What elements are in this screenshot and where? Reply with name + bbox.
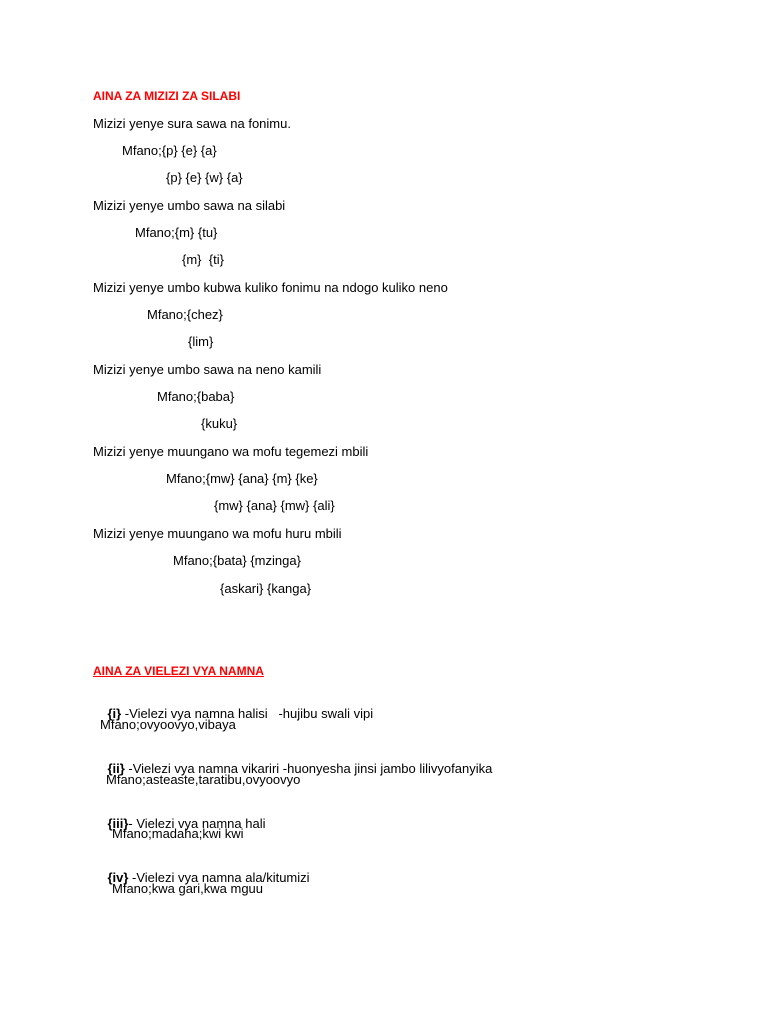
text-line: Mizizi yenye muungano wa mofu huru mbili (93, 526, 342, 541)
example-line: {m} {ti} (182, 252, 224, 267)
example-line: {mw} {ana} {mw} {ali} (214, 498, 335, 513)
example-line: Mfano;{p} {e} {a} (122, 143, 217, 158)
section-heading-vielezi: AINA ZA VIELEZI VYA NAMNA (93, 664, 264, 678)
example-line: Mfano;ovyoovyo,vibaya (100, 717, 236, 732)
item-marker: {iv} (107, 870, 129, 885)
item-text: - Vielezi vya namna hali (128, 816, 266, 831)
example-line: Mfano;madaha;kwi kwi (112, 826, 244, 841)
text-line: Mizizi yenye umbo kubwa kuliko fonimu na ndogo kuliko neno (93, 280, 448, 295)
item-text: -Vielezi vya namna ala/kitumizi (128, 870, 310, 885)
example-line: {askari} {kanga} (220, 581, 312, 596)
text-line: Mizizi yenye umbo sawa na neno kamili (93, 362, 322, 377)
item-marker: {i} (107, 706, 122, 721)
example-line: {lim} (188, 334, 214, 349)
example-line: Mfano;asteaste,taratibu,ovyoovyo (106, 772, 301, 787)
example-line: Mfano;{chez} (147, 307, 223, 322)
item-text: -Vielezi vya namna vikariri -huonyesha jinsi jambo lilivyofanyika (124, 761, 493, 776)
section-heading-mizizi: AINA ZA MIZIZI ZA SILABI (93, 89, 241, 103)
item-marker: {ii} (107, 761, 125, 776)
example-line: Mfano;{mw} {ana} {m} {ke} (166, 471, 318, 486)
item-text: -Vielezi vya namna halisi -hujibu swali vipi (121, 706, 374, 721)
text-line: Mizizi yenye umbo sawa na silabi (93, 198, 286, 213)
example-line: Mfano;kwa gari,kwa mguu (112, 881, 264, 896)
example-line: Mfano;{baba} (157, 389, 235, 404)
example-line: {p} {e} {w} {a} (166, 170, 243, 185)
item-marker: {iii} (107, 816, 129, 831)
example-line: Mfano;{bata} {mzinga} (173, 553, 301, 568)
text-line: Mizizi yenye muungano wa mofu tegemezi mbili (93, 444, 369, 459)
text-line: Mizizi yenye sura sawa na fonimu. (93, 116, 291, 131)
example-line: Mfano;{m} {tu} (135, 225, 218, 240)
example-line: {kuku} (201, 416, 238, 431)
